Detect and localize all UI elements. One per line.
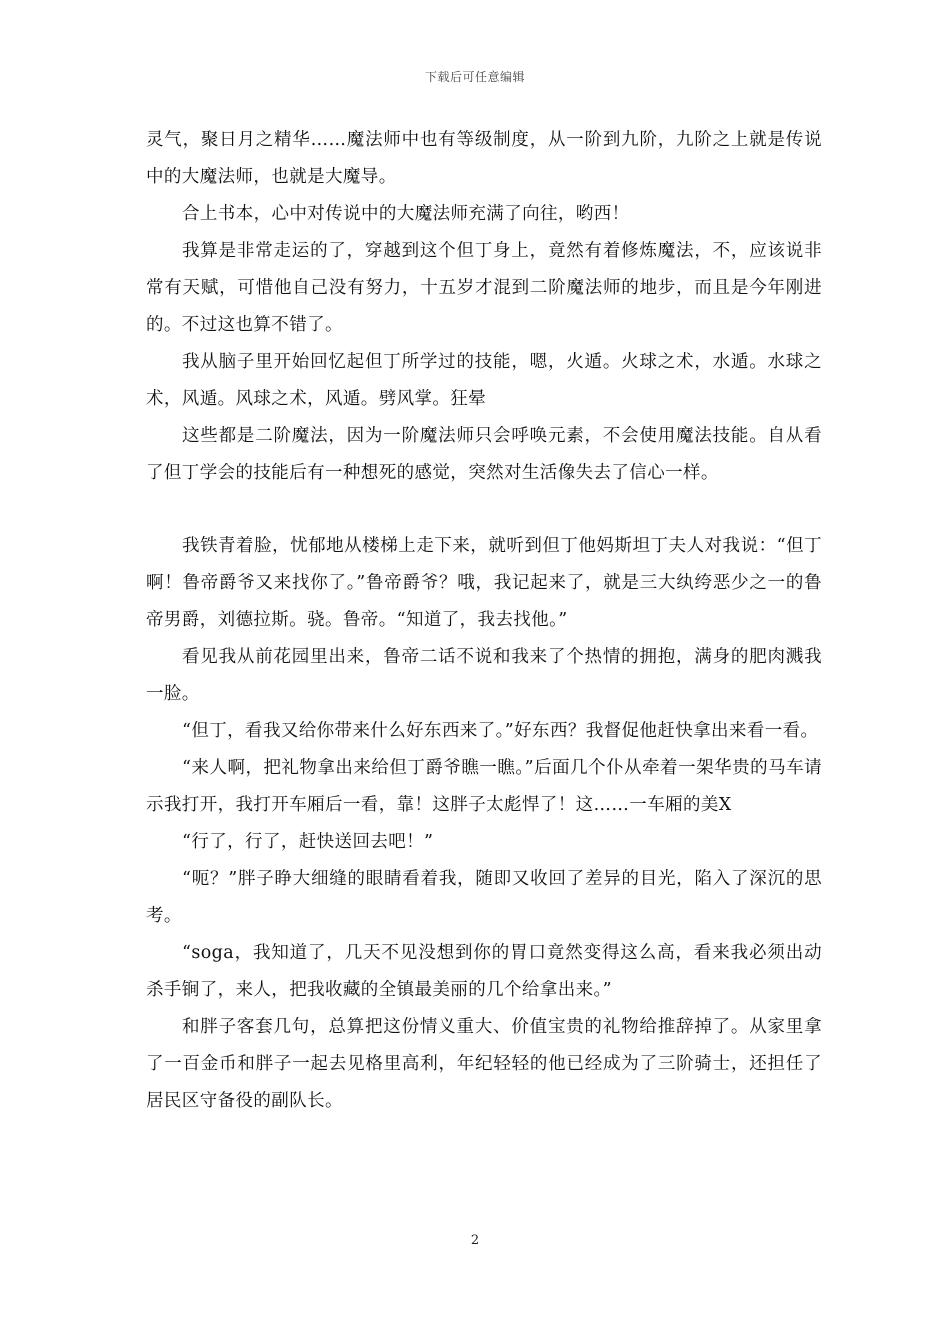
- paragraph-3: 我算是非常走运的了，穿越到这个但丁身上，竟然有着修炼魔法，不，应该说非常有天赋，可惜他自己没有努力，十五岁才混到二阶魔法师的地步，而且是今年刚进的。不过这也算不错了。: [146, 241, 822, 335]
- paragraph-12: “soga，我知道了，几天不见没想到你的胃口竟然变得这么高，看来我必须出动杀手锏了，来人，把我收藏的全镇最美丽的几个给拿出来。”: [146, 943, 822, 1000]
- paragraph-13: 和胖子客套几句，总算把这份情义重大、价值宝贵的礼物给推辞掉了。从家里拿了一百金币和胖子一起去见格里高利，年纪轻轻的他已经成为了三阶骑士，还担任了居民区守备役的副队长。: [146, 1017, 822, 1111]
- paragraph-11: “呃？”胖子睁大细缝的眼睛看着我，随即又收回了差异的目光，陷入了深沉的思考。: [146, 869, 822, 926]
- paragraph-9: “来人啊，把礼物拿出来给但丁爵爷瞧一瞧。”后面几个仆从牵着一架华贵的马车请示我打开，我打开车厢后一看，靠！这胖子太彪悍了！这……一车厢的美X: [146, 758, 822, 815]
- page-header: 下载后可任意编辑: [424, 70, 525, 84]
- paragraph-2: 合上书本，心中对传说中的大魔法师充满了向往，哟西！: [182, 204, 630, 224]
- document-body: [146, 122, 822, 1120]
- paragraph-4: 我从脑子里开始回忆起但丁所学过的技能，嗯，火遁。火球之术，水遁。水球之术，风遁。风球之术，风遁。劈风掌。狂晕: [146, 352, 822, 409]
- paragraph-8: “但丁，看我又给你带来什么好东西来了。”好东西？我督促他赶快拿出来看一看。: [182, 721, 819, 741]
- page-number: 2: [470, 1233, 480, 1248]
- paragraph-6: 我铁青着脸，忧郁地从楼梯上走下来，就听到但丁他妈斯坦丁夫人对我说：“但丁啊！鲁帝爵爷又来找你了。”鲁帝爵爷？哦，我记起来了，就是三大纨绔恶少之一的鲁帝男爵，刘德拉斯。骁。鲁帝。“知道了，我去找他。”: [146, 536, 822, 630]
- paragraph-5: 这些都是二阶魔法，因为一阶魔法师只会呼唤元素，不会使用魔法技能。自从看了但丁学会的技能后有一种想死的感觉，突然对生活像失去了信心一样。: [146, 426, 822, 483]
- paragraph-10: “行了，行了，赶快送回去吧！”: [182, 832, 434, 852]
- paragraph-1: 灵气，聚日月之精华……魔法师中也有等级制度，从一阶到九阶，九阶之上就是传说中的大魔法师，也就是大魔导。: [146, 130, 822, 187]
- paragraph-7: 看见我从前花园里出来，鲁帝二话不说和我来了个热情的拥抱，满身的肥肉溅我一脸。: [146, 647, 822, 704]
